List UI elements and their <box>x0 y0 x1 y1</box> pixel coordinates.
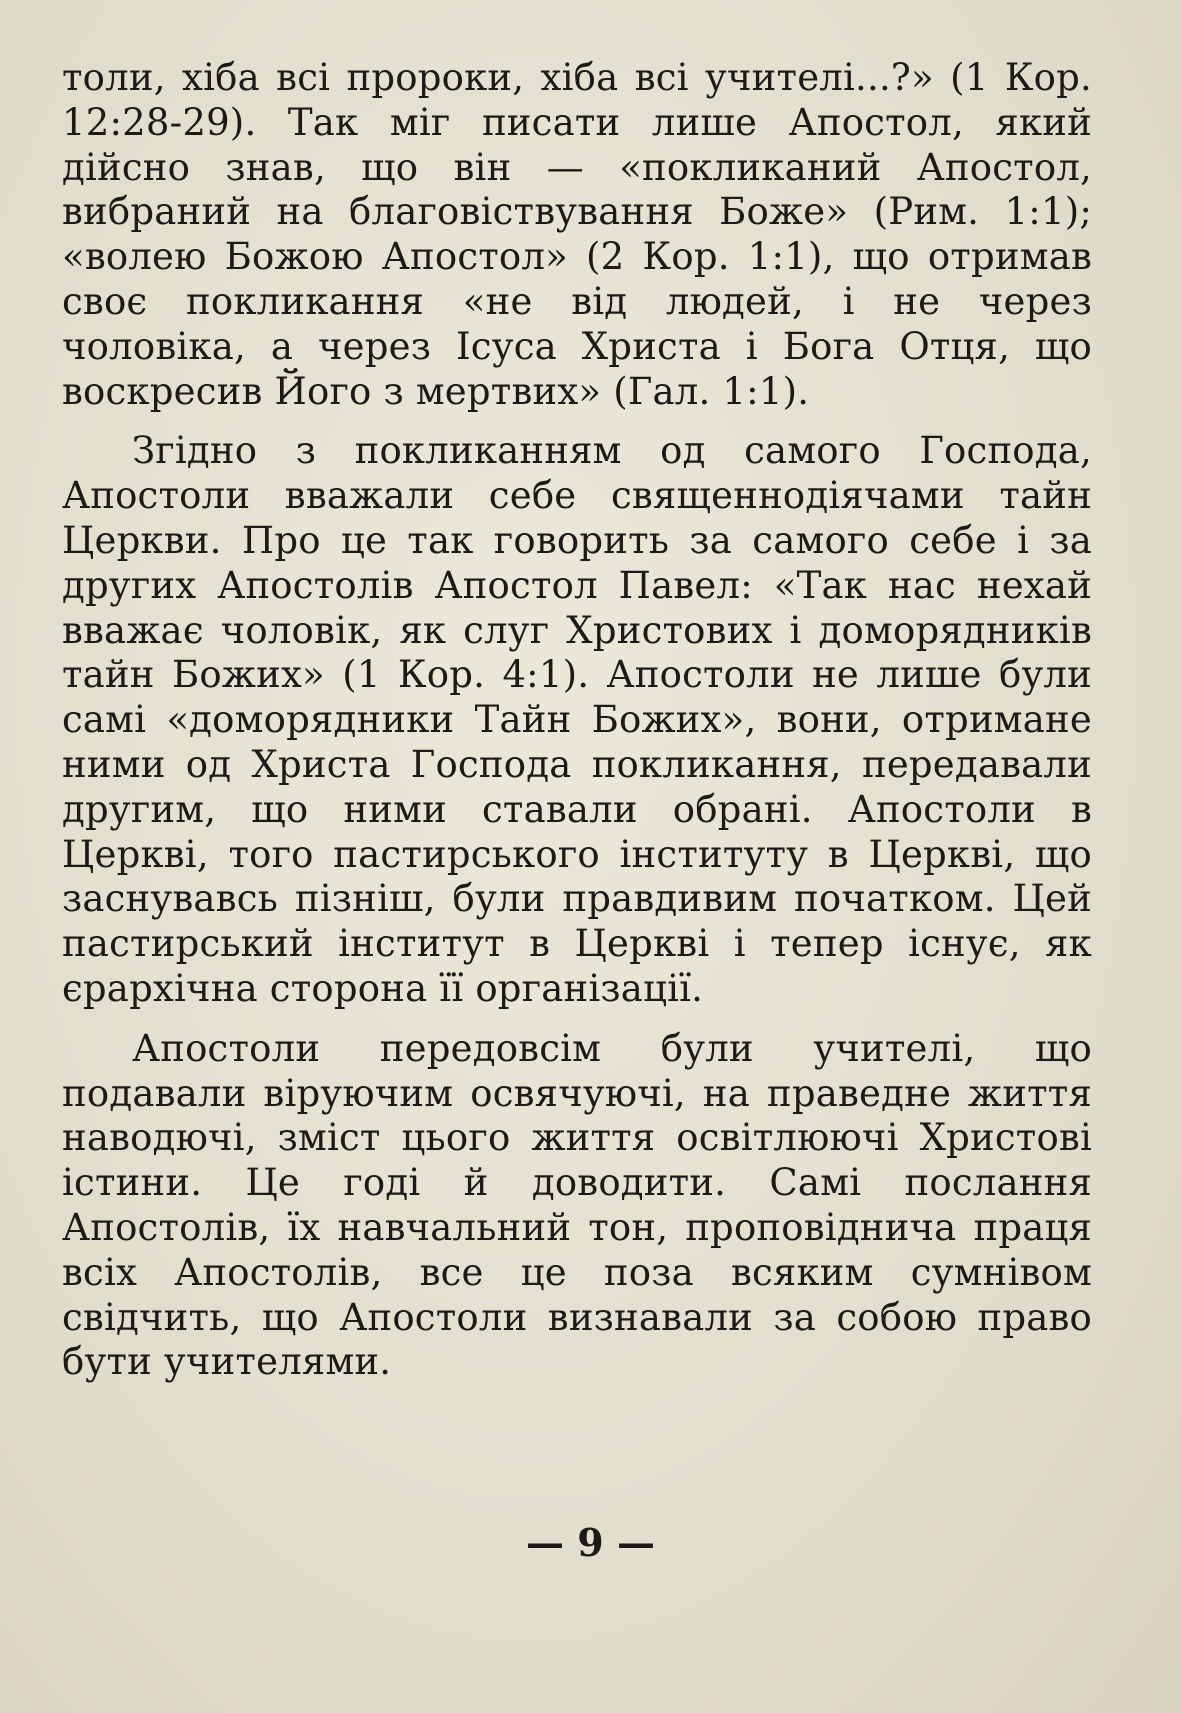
page-number: — 9 — <box>526 1520 655 1565</box>
paragraph-apostles-priests: Згідно з покликанням од самого Господа, Апостоли вважали себе священнодіячами тайн Церкви. Про це так говорить за самого себе і за других Апостолів Апостол Павел: «Так нас нехай вважає чоловік, як слуг Христових і доморядників тайн Божих» (1 Кор. 4:1). Апостоли не лише були самі «доморядники Тайн Божих», вони, отримане ними од Христа Господа покликання, передавали другим, що ними ставали обрані. Апостоли в Церкві, того пастирського інституту в Церкві, що заснувавсь пізніш, були правдивим початком. Цей пастирський інститут в Церкві і тепер існує, як єрархічна сторона її організації. <box>62 429 1092 1010</box>
paragraph-continuation: толи, хіба всі пророки, хіба всі учителі...?» (1 Кор. 12:28-29). Так міг писати лише Апостол, який дійсно знав, що він — «покликаний Апостол, вибраний на благовіствування Боже» (Рим. 1:1); «волею Божою Апостол» (2 Кор. 1:1), що отримав своє покликання «не від людей, і не через чоловіка, а через Ісуса Христа і Бога Отця, що воскресив Його з мертвих» (Гал. 1:1). <box>62 56 1092 413</box>
paragraph-apostles-teachers: Апостоли передовсім були учителі, що подавали віруючим освячуючі, на праведне життя наводючі, зміст цього життя освітлюючі Христові істини. Це годі й доводити. Самі послання Апостолів, їх навчальний тон, проповіднича праця всіх Апостолів, все це поза всяким сумнівом свідчить, що Апостоли визнавали за собою право бути учителями. <box>62 1026 1092 1384</box>
body-text <box>62 56 1092 1400</box>
